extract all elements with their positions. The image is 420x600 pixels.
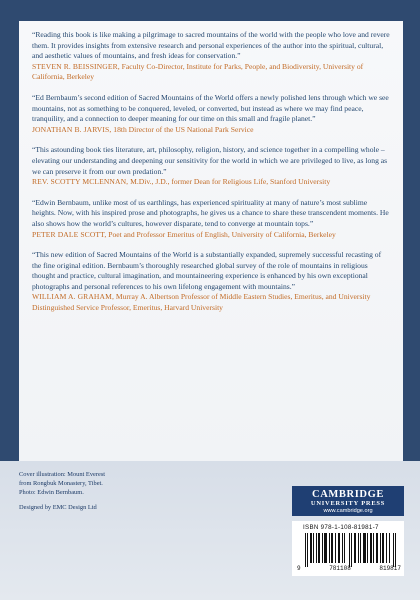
reviewer-name: STEVEN R. BEISSINGER,	[32, 61, 120, 71]
credit-line: Cover illustration: Mount Everest	[19, 471, 106, 478]
review-attribution	[32, 62, 390, 83]
barcode-digits-left: 781108	[329, 565, 351, 572]
review-2	[32, 93, 390, 135]
barcode-digit-first: 9	[297, 565, 301, 572]
publisher-subname: UNIVERSITY PRESS	[310, 500, 386, 507]
reviewer-title: Murray A. Albertson Professor of Middle Eastern Studies, Emeritus, and University Distinguished Service Professor, Emeritus, Harvard University	[32, 292, 371, 313]
reviewer-title: M.Div., J.D., former Dean for Religious Life, Stanford University	[130, 177, 331, 187]
review-quote: “This new edition of Sacred Mountains of the World is a substantially expanded, supremely successful recasting of the fine original edition. Bernbaum’s thoroughly researched global survey of the role of mountains in religious thought and practice, cultural imagination, and mountaineering experience is enhanced by his own exceptional photographs and personal references to his own lifelong engagement with mountains.”	[32, 250, 382, 291]
review-attribution	[32, 125, 390, 136]
publisher-url: www.cambridge.org	[323, 508, 373, 514]
designer-credit: Designed by EMC Design Ltd	[19, 504, 97, 511]
review-attribution	[32, 230, 390, 241]
review-1	[32, 30, 390, 83]
review-4	[32, 198, 390, 240]
reviewer-name: WILLIAM A. GRAHAM,	[32, 292, 114, 302]
credit-line: from Rongbuk Monastery, Tibet.	[19, 480, 103, 487]
review-quote: “Edwin Bernbaum, unlike most of us earthlings, has experienced spirituality at many of nature’s most sublime heights. Now, with his inspired prose and photographs, he gives us a chance to share these transcendent moments. He also shows how the world’s cultures, however disparate, tend to converge at mountain tops.”	[32, 197, 389, 228]
review-3	[32, 145, 390, 187]
reviewer-name: JONATHAN B. JARVIS,	[32, 124, 112, 134]
publisher-logo	[292, 486, 404, 516]
review-quote: “Ed Bernbaum’s second edition of Sacred Mountains of the World offers a newly polished lens through which we see mountains, not as something to be conquered, leveled, or converted, but instead as where we may find peace, tranquility, and a connection to deeper meaning for our time on this small and fragile planet.”	[32, 92, 389, 124]
barcode-icon	[303, 533, 399, 567]
isbn-barcode-box	[292, 521, 404, 576]
reviews-panel	[19, 21, 403, 461]
review-5	[32, 250, 390, 314]
reviewer-name: PETER DALE SCOTT,	[32, 229, 107, 239]
barcode-digits	[297, 565, 401, 572]
review-attribution	[32, 177, 390, 188]
review-quote: “This astounding book ties literature, art, philosophy, religion, history, and science together in a compelling whole – elevating our understanding and deepening our sensitivity for the world in which we are privileged to live, as long as we can preserve it from our own predation.”	[32, 145, 388, 176]
review-quote: “Reading this book is like making a pilgrimage to sacred mountains of the world with the people who love and revere them. It provides insights from extensive research and personal experiences of the author into the spiritual, cultural, and aesthetic values of mountains, and fresh ideas for conservation.”	[32, 30, 390, 61]
publisher-name: CAMBRIDGE	[312, 489, 384, 500]
reviewer-title: 18th Director of the US National Park Service	[113, 124, 254, 134]
reviewer-title: Faculty Co-Director, Institute for Parks, People, and Biodiversity, University of California, Berkeley	[32, 61, 364, 82]
barcode-digits-right: 819817	[379, 565, 401, 572]
isbn-label: ISBN 978-1-108-81981-7	[303, 524, 379, 531]
reviewer-name: REV. SCOTTY MCLENNAN,	[32, 177, 129, 187]
reviewer-title: Poet and Professor Emeritus of English, University of California, Berkeley	[108, 229, 336, 239]
review-attribution	[32, 292, 390, 313]
credit-line: Photo: Edwin Bernbaum.	[19, 489, 84, 496]
cover-credits	[19, 470, 105, 497]
